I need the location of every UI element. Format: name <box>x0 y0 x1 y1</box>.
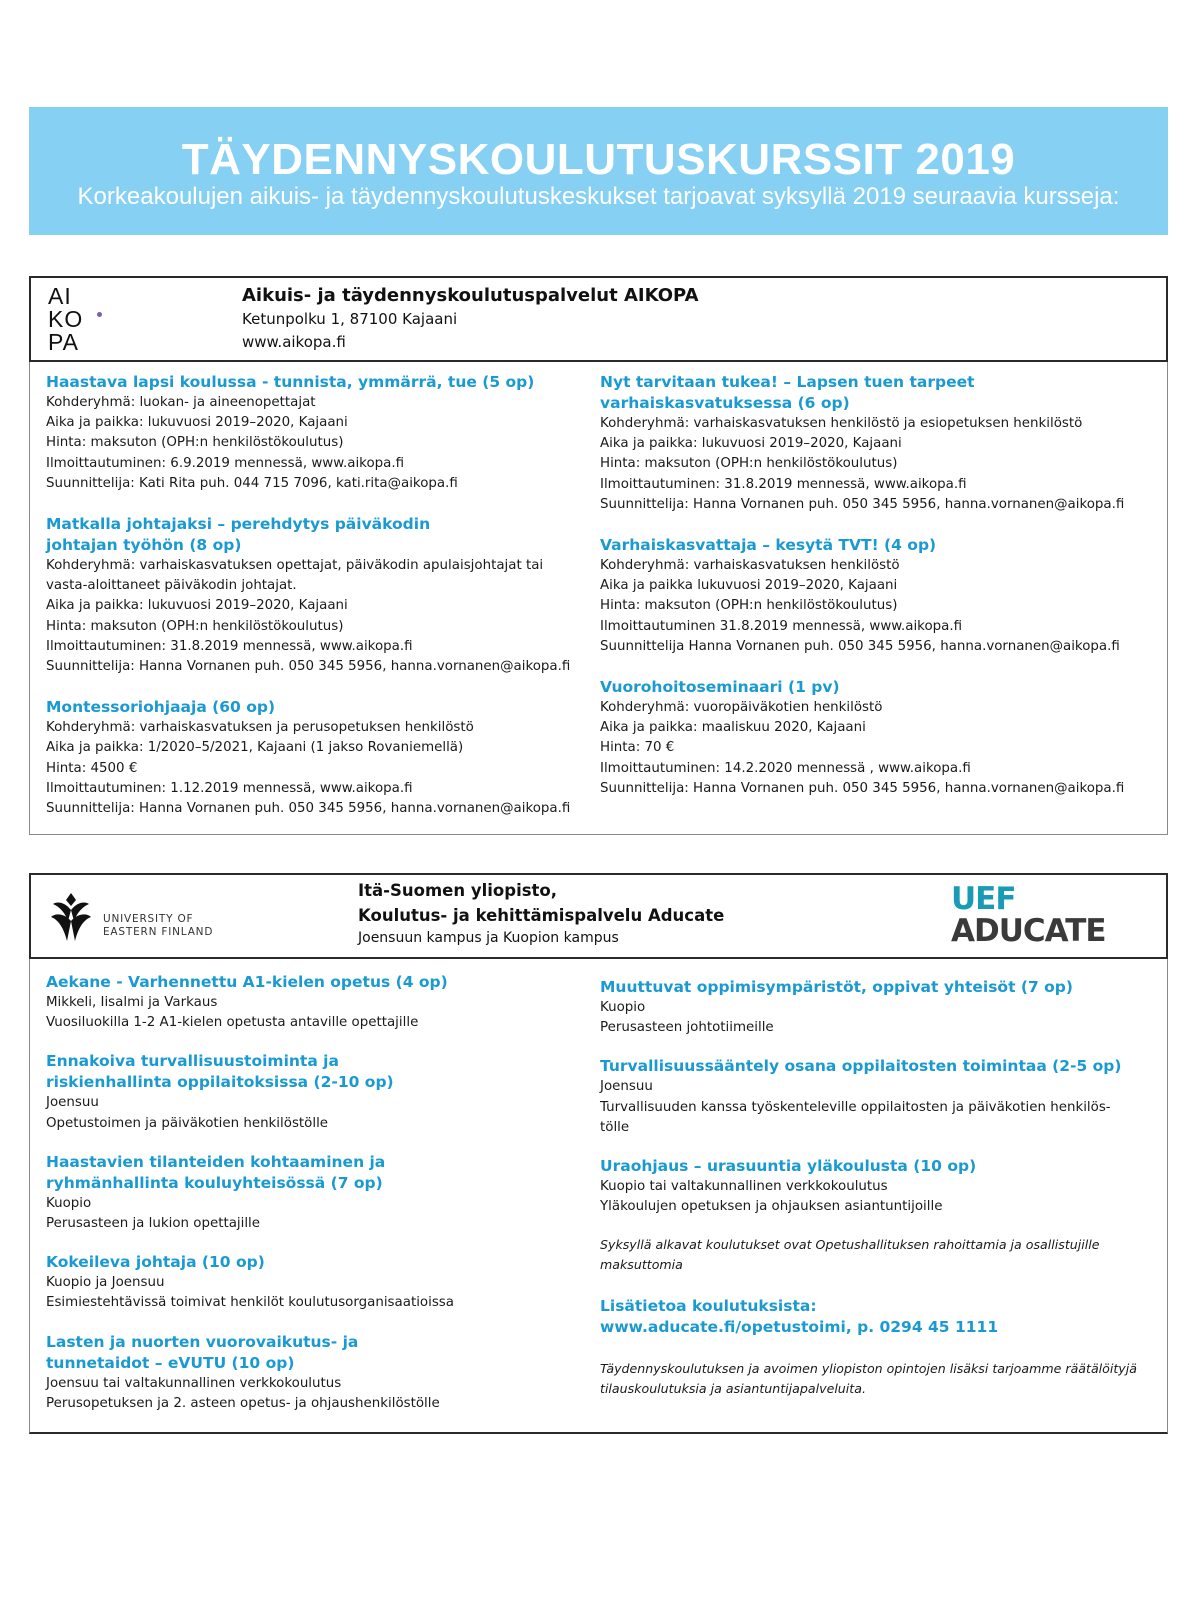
course-detail: Aika ja paikka: 1/2020–5/2021, Kajaani (1 jakso Rovaniemellä) <box>46 740 464 756</box>
course-detail: Kohderyhmä: varhaiskasvatuksen ja perusopetuksen henkilöstö <box>46 720 474 736</box>
uef-header <box>29 873 1168 959</box>
custom-services-note <box>600 1359 1160 1399</box>
course-title: Kokeileva johtaja (10 op) <box>46 1253 265 1272</box>
brand-aducate: ADUCATE <box>951 913 1106 949</box>
course-detail: Ilmoittautuminen: 6.9.2019 mennessä, www.aikopa.fi <box>46 455 405 471</box>
aikopa-logo-line: PA <box>48 329 79 355</box>
course-detail: Hinta: 4500 € <box>46 760 138 776</box>
course-detail: Perusasteen johtotiimeille <box>600 1020 774 1036</box>
course-title: Ennakoiva turvallisuustoiminta ja <box>46 1052 339 1071</box>
uef-logo-text: UNIVERSITY OF <box>103 913 194 925</box>
uef-right-column <box>600 977 1160 1420</box>
uef-logo <box>51 891 221 941</box>
course-detail: Kuopio <box>600 1000 646 1015</box>
course-detail: Ilmoittautuminen: 31.8.2019 mennessä, www.aikopa.fi <box>46 638 413 654</box>
title-banner <box>29 107 1168 235</box>
course-item <box>600 1156 1160 1217</box>
uef-logo-text: EASTERN FINLAND <box>103 926 214 938</box>
course-title: Haastava lapsi koulussa - tunnista, ymmärrä, tue (5 op) <box>46 373 535 391</box>
course-detail: Joensuu <box>600 1079 653 1095</box>
course-title: Haastavien tilanteiden kohtaaminen ja <box>46 1152 386 1171</box>
course-title: varhaiskasvatuksessa (6 op) <box>600 394 850 412</box>
course-detail: Mikkeli, Iisalmi ja Varkaus <box>46 995 218 1010</box>
uef-aducate-logo <box>951 883 1106 947</box>
course-title: johtajan työhön (8 op) <box>46 536 242 555</box>
course-detail: Aika ja paikka: lukuvuosi 2019–2020, Kajaani <box>46 415 348 431</box>
course-item <box>46 972 591 1033</box>
course-detail: Kohderyhmä: varhaiskasvatuksen opettajat, päiväkodin apulaisjohtajat tai <box>46 558 544 574</box>
course-item <box>46 1252 591 1313</box>
course-detail: Aika ja paikka lukuvuosi 2019–2020, Kajaani <box>600 578 898 594</box>
course-item <box>600 535 1160 657</box>
course-detail: Suunnittelija Hanna Vornanen puh. 050 345 5956, hanna.vornanen@aikopa.fi <box>600 638 1120 654</box>
course-item <box>600 1056 1160 1138</box>
course-detail: Kohderyhmä: luokan- ja aineenopettajat <box>46 395 316 410</box>
course-detail: Esimiestehtävissä toimivat henkilöt koulutusorganisaatioissa <box>46 1295 454 1311</box>
more-info-link[interactable]: www.aducate.fi/opetustoimi, p. 0294 45 1111 <box>600 1318 999 1337</box>
aikopa-logo-line: AI <box>48 283 72 309</box>
course-detail: Suunnittelija: Hanna Vornanen puh. 050 345 5956, hanna.vornanen@aikopa.fi <box>600 496 1125 512</box>
course-title: Turvallisuussääntely osana oppilaitosten toimintaa (2-5 op) <box>600 1057 1122 1076</box>
aikopa-header <box>29 276 1168 362</box>
uef-name-line1: Itä-Suomen yliopisto, <box>358 881 558 900</box>
course-item <box>600 372 1160 515</box>
course-detail: Perusasteen ja lukion opettajille <box>46 1216 261 1232</box>
course-detail: Vuosiluokilla 1-2 A1-kielen opetusta antaville opettajille <box>46 1015 419 1031</box>
course-title: Matkalla johtajaksi – perehdytys päiväkodin <box>46 515 431 534</box>
more-info <box>600 1296 1160 1338</box>
course-title: riskienhallinta oppilaitoksissa (2-10 op) <box>46 1073 394 1092</box>
course-detail: Ilmoittautuminen 31.8.2019 mennessä, www.aikopa.fi <box>600 618 963 634</box>
course-title: Uraohjaus – urasuuntia yläkoulusta (10 op) <box>600 1157 977 1176</box>
course-detail: Suunnittelija: Hanna Vornanen puh. 050 345 5956, hanna.vornanen@aikopa.fi <box>46 659 571 675</box>
course-detail: Aika ja paikka: lukuvuosi 2019–2020, Kajaani <box>46 598 348 614</box>
course-detail: Kohderyhmä: varhaiskasvatuksen henkilöstö <box>600 558 900 574</box>
course-item <box>46 1051 591 1133</box>
course-item <box>46 372 591 494</box>
uef-leaf-icon <box>51 891 91 943</box>
course-title: tunnetaidot – eVUTU (10 op) <box>46 1353 295 1372</box>
funding-note-line: Syksyllä alkavat koulutukset ovat Opetushallituksen rahoittamia ja osallistujille <box>600 1237 1100 1253</box>
course-detail: Hinta: 70 € <box>600 740 675 756</box>
course-detail: Kuopio <box>46 1195 92 1211</box>
course-item <box>46 514 591 677</box>
aikopa-logo-line: KO <box>48 306 84 332</box>
uef-left-column <box>46 972 591 1432</box>
course-detail: tölle <box>600 1119 630 1135</box>
aikopa-address: Ketunpolku 1, 87100 Kajaani <box>242 310 458 328</box>
course-detail: Aika ja paikka: lukuvuosi 2019–2020, Kajaani <box>600 436 902 452</box>
course-detail: Kohderyhmä: vuoropäiväkotien henkilöstö <box>600 700 883 716</box>
course-detail: Kohderyhmä: varhaiskasvatuksen henkilöstö ja esiopetuksen henkilöstö <box>600 416 1083 431</box>
uef-campus: Joensuun kampus ja Kuopion kampus <box>358 930 619 946</box>
custom-services-line: Täydennyskoulutuksen ja avoimen yliopiston opintojen lisäksi tarjoamme räätälöityjä <box>600 1361 1137 1377</box>
course-title: Muuttuvat oppimisympäristöt, oppivat yhteisöt (7 op) <box>600 978 1073 996</box>
course-detail: Ilmoittautuminen: 14.2.2020 mennessä , www.aikopa.fi <box>600 760 971 776</box>
aikopa-website[interactable]: www.aikopa.fi <box>242 333 346 351</box>
course-detail: Joensuu tai valtakunnallinen verkkokoulutus <box>46 1375 342 1391</box>
course-title: Nyt tarvitaan tukea! – Lapsen tuen tarpeet <box>600 373 975 391</box>
uef-courses <box>29 959 1168 1434</box>
course-detail: Suunnittelija: Hanna Vornanen puh. 050 345 5956, hanna.vornanen@aikopa.fi <box>46 801 571 817</box>
course-detail: Kuopio tai valtakunnallinen verkkokoulutus <box>600 1179 888 1195</box>
uef-name-line2: Koulutus- ja kehittämispalvelu Aducate <box>358 906 725 925</box>
course-title: Montessoriohjaaja (60 op) <box>46 698 276 717</box>
aikopa-logo <box>48 285 108 355</box>
aikopa-courses <box>29 362 1168 835</box>
course-detail: Hinta: maksuton (OPH:n henkilöstökoulutus) <box>46 618 344 634</box>
course-detail: Hinta: maksuton (OPH:n henkilöstökoulutus) <box>46 435 344 451</box>
course-detail: Suunnittelija: Kati Rita puh. 044 715 7096, kati.rita@aikopa.fi <box>46 475 458 491</box>
course-detail: Joensuu <box>46 1095 99 1111</box>
funding-note-line: maksuttomia <box>600 1257 683 1273</box>
course-title: Varhaiskasvattaja – kesytä TVT! (4 op) <box>600 536 937 555</box>
course-detail: Aika ja paikka: maaliskuu 2020, Kajaani <box>600 720 866 736</box>
aikopa-left-column <box>46 372 591 839</box>
brand-uef: UEF <box>951 881 1016 917</box>
course-title: ryhmänhallinta kouluyhteisössä (7 op) <box>46 1173 383 1192</box>
course-detail: Perusopetuksen ja 2. asteen opetus- ja ohjaushenkilöstölle <box>46 1395 440 1411</box>
course-detail: Kuopio ja Joensuu <box>46 1275 165 1291</box>
course-item <box>600 677 1160 799</box>
course-detail: Suunnittelija: Hanna Vornanen puh. 050 345 5956, hanna.vornanen@aikopa.fi <box>600 780 1125 796</box>
course-detail: Hinta: maksuton (OPH:n henkilöstökoulutus) <box>600 456 898 472</box>
course-item <box>600 977 1160 1038</box>
course-detail: Hinta: maksuton (OPH:n henkilöstökoulutus) <box>600 598 898 614</box>
course-title: Vuorohoitoseminaari (1 pv) <box>600 678 840 697</box>
funding-note <box>600 1235 1160 1275</box>
course-detail: Turvallisuuden kanssa työskenteleville oppilaitosten ja päiväkotien henkilös- <box>600 1099 1111 1115</box>
course-item <box>46 697 591 819</box>
custom-services-line: tilauskoulutuksia ja asiantuntijapalveluita. <box>600 1381 866 1397</box>
logo-dot-icon <box>97 312 102 317</box>
course-detail: Ilmoittautuminen: 1.12.2019 mennessä, www.aikopa.fi <box>46 780 413 796</box>
course-item <box>46 1152 591 1234</box>
aikopa-right-column <box>600 372 1160 819</box>
course-detail: Ilmoittautuminen: 31.8.2019 mennessä, www.aikopa.fi <box>600 476 967 492</box>
course-title: Lasten ja nuorten vuorovaikutus- ja <box>46 1332 359 1351</box>
more-info-label: Lisätietoa koulutuksista: <box>600 1297 817 1316</box>
page-title: TÄYDENNYSKOULUTUSKURSSIT 2019 <box>181 135 1016 184</box>
course-detail: Yläkoulujen opetuksen ja ohjauksen asiantuntijoille <box>600 1199 943 1215</box>
course-detail: Opetustoimen ja päiväkotien henkilöstölle <box>46 1115 329 1131</box>
page-subtitle: Korkeakoulujen aikuis- ja täydennyskoulutuskeskukset tarjoavat syksyllä 2019 seuraavia kursseja: <box>77 183 1120 210</box>
course-item <box>46 1332 591 1414</box>
aikopa-name: Aikuis- ja täydennyskoulutuspalvelut AIKOPA <box>242 285 699 306</box>
course-title: Aekane - Varhennettu A1-kielen opetus (4 op) <box>46 973 448 991</box>
course-detail: vasta-aloittaneet päiväkodin johtajat. <box>46 578 297 594</box>
